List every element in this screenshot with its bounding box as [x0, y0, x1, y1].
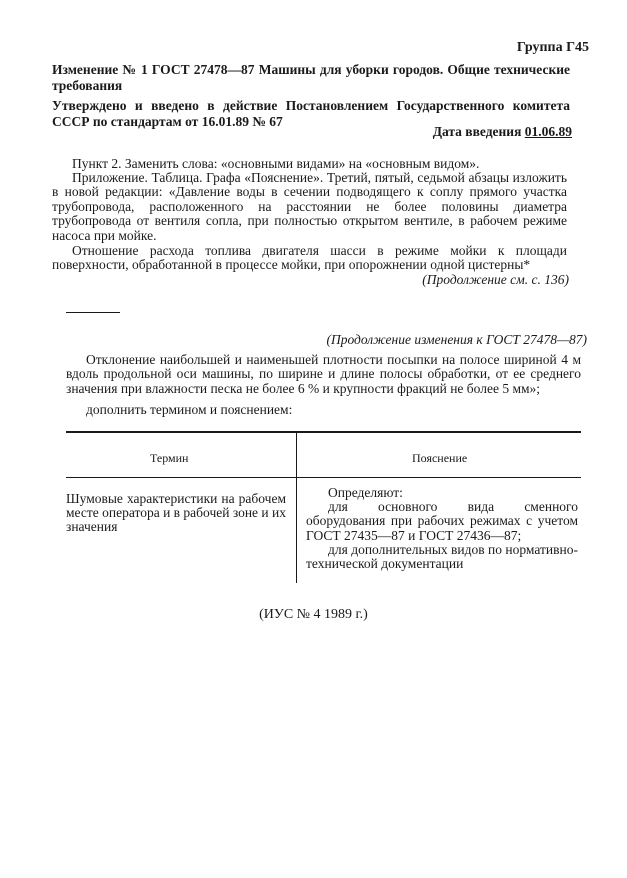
table-header-term: Термин [150, 451, 189, 465]
effective-date-label: Дата введения [432, 124, 525, 139]
effective-date-value: 01.06.89 [524, 124, 572, 139]
amendment-title: Изменение № 1 ГОСТ 27478—87 Машины для уборки городов. Общие технические требования [52, 62, 570, 93]
source-reference: (ИУС № 4 1989 г.) [259, 607, 368, 622]
group-code: Группа Г45 [516, 40, 589, 55]
explanation-line-1: Определяют: [328, 485, 403, 500]
explanation-line-2: для основного вида сменного оборудования при рабочих режимах с учетом ГОСТ 27435—87 и ГОСТ 27436—87; [306, 499, 578, 543]
paragraph-density-deviation: Отклонение наибольшей и наименьшей плотности посыпки на полосе шириной 4 м вдоль продольной оси машины, по ширине и длине полосы обработки, от ее среднего значения при влажности песка не более 6 % и крупности фракций не более 5 мм»; [66, 352, 581, 396]
paragraph-add-term: дополнить термином и пояснением: [86, 402, 293, 417]
table-cell-term: Шумовые характеристики на рабочем месте оператора и в рабочей зоне и их значения [66, 491, 286, 535]
page-divider [66, 312, 120, 313]
approval-statement: Утверждено и введено в действие Постановлением Государственного комитета СССР по стандартам от 16.01.89 № 67 [52, 98, 570, 129]
table-top-border [66, 431, 581, 433]
paragraph-fuel-ratio: Отношение расхода топлива двигателя шасси в режиме мойки к площади поверхности, обработанной в процессе мойки, при опорожнении одной цистерны* [52, 243, 567, 273]
table-cell-explanation [306, 486, 578, 571]
continued-on-note: (Продолжение см. с. 136) [422, 272, 569, 287]
table-header-border [66, 477, 581, 478]
paragraph-appendix: Приложение. Таблица. Графа «Пояснение». Третий, пятый, седьмой абзацы изложить в новой редакции: «Давление воды в сечении подводящего к соплу прямого участка трубопровода, расположенного на расстоянии не более половины диаметра трубопровода от вентиля сопла, при полностью открытом вентиле, в рабочем режиме насоса при мойке. [52, 170, 567, 243]
table-column-divider [296, 433, 297, 583]
paragraph-item-2: Пункт 2. Заменить слова: «основными видами» на «основным видом». [72, 156, 480, 171]
explanation-line-3: для дополнительных видов по нормативно-технической документации [306, 541, 578, 572]
continued-from-note: (Продолжение изменения к ГОСТ 27478—87) [326, 332, 587, 347]
table-header-explanation: Пояснение [412, 451, 468, 465]
effective-date [433, 124, 572, 140]
